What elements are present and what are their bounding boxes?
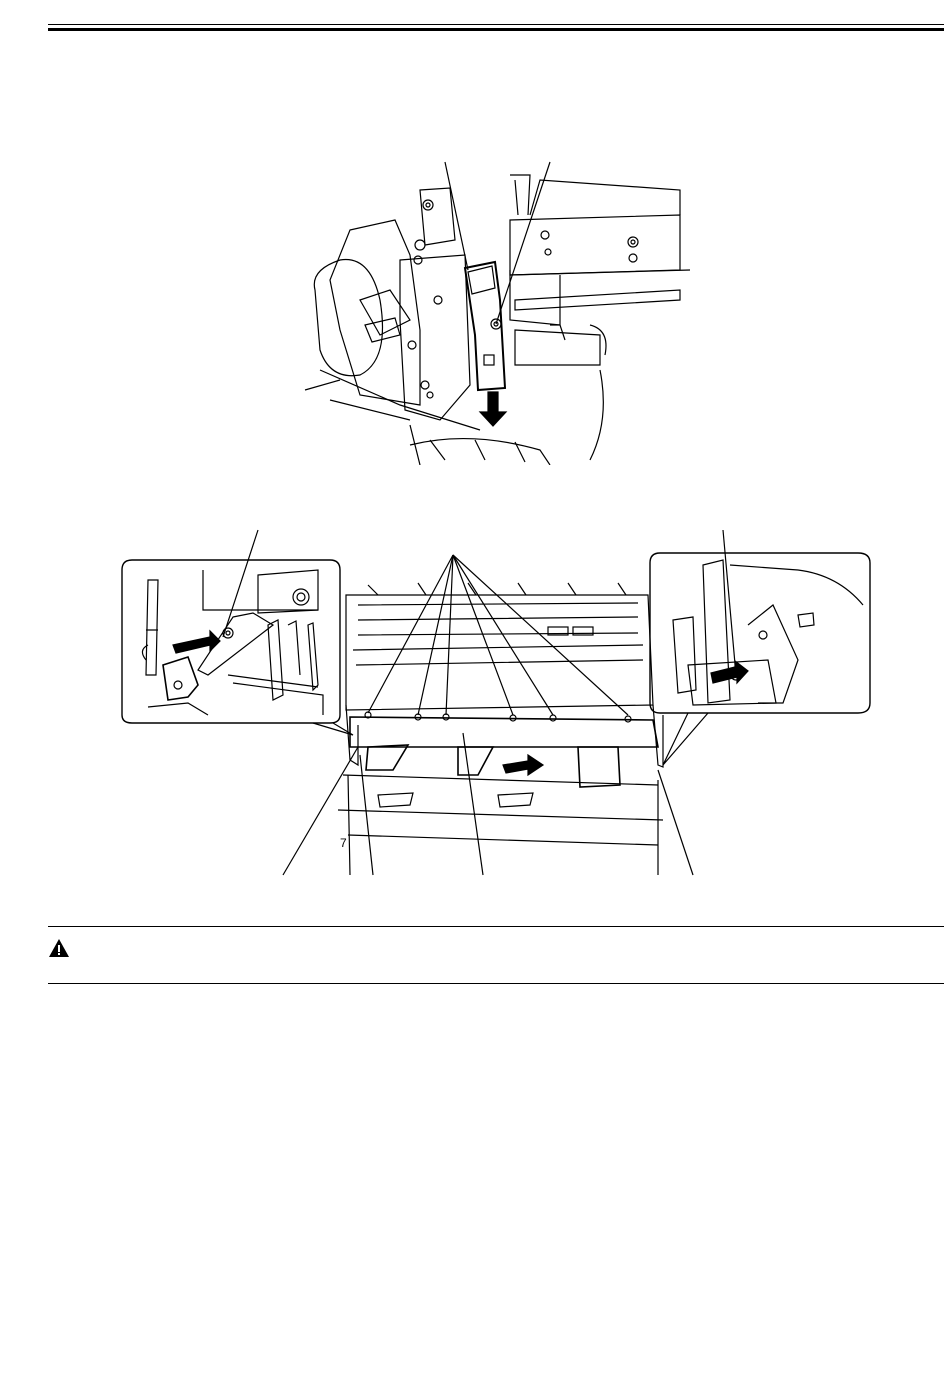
- leader-line: [446, 555, 453, 715]
- header-rule-thick: [48, 28, 944, 31]
- figure-side-cover-removal: [300, 160, 690, 465]
- leader-line: [658, 770, 693, 875]
- leader-line: [453, 555, 513, 715]
- leader-line: [283, 747, 358, 875]
- figure-cover-assembly-removal: [118, 525, 878, 885]
- leader-line: [223, 530, 258, 637]
- leader-line: [453, 555, 628, 715]
- caution-triangle-icon: [48, 937, 70, 959]
- leader-line: [445, 162, 468, 270]
- leader-line: [360, 755, 373, 875]
- svg-text:7: 7: [340, 836, 347, 850]
- detail-callout-left: [122, 560, 340, 723]
- leader-line: [453, 555, 553, 715]
- caution-box: [48, 926, 944, 984]
- leader-line: [463, 733, 483, 875]
- header-rule-thin: [48, 24, 944, 25]
